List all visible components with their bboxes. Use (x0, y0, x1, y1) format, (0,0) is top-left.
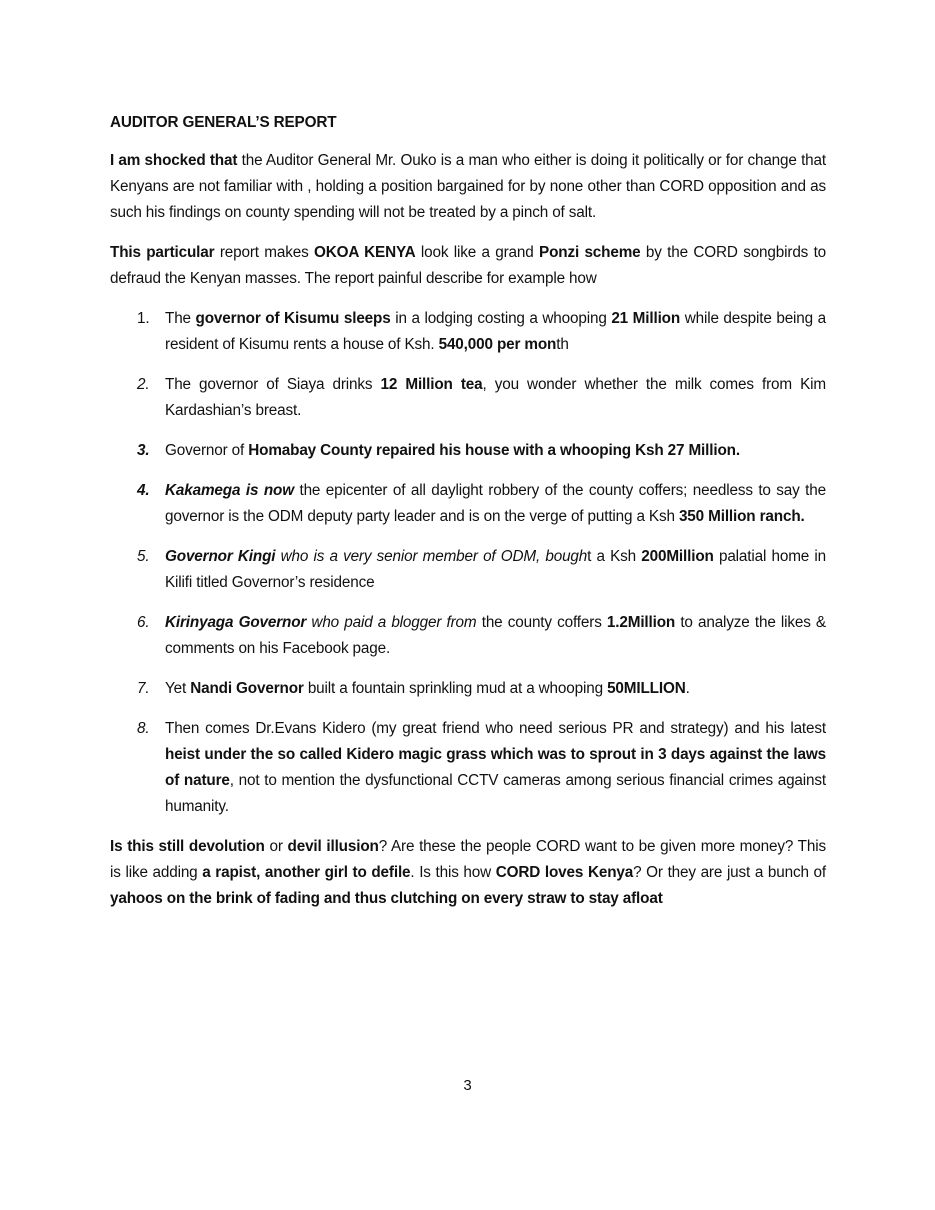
text-run: the county coffers (476, 614, 607, 631)
text-run: to analyze the likes & comments on his Facebook page. (165, 614, 826, 657)
page-content (110, 112, 826, 926)
list-item (110, 478, 826, 530)
list-item (110, 306, 826, 358)
text-run: Then comes Dr.Evans Kidero (my great friend who need serious PR and strategy) and his latest (165, 720, 826, 737)
text-run: the Auditor General Mr. Ouko is a man who either is doing it politically or for change that Kenyans are not familiar with , holding a position bargained for by none other than CORD opposition and as such his findings on county spending will not be treated by a pinch of salt. (110, 152, 826, 221)
text-run: t a Ksh (587, 548, 642, 565)
text-run: Governor Kingi (165, 548, 276, 565)
text-run: 540,000 per mon (438, 336, 557, 353)
list-number: 3. (137, 442, 150, 459)
list-number: 4. (137, 482, 150, 499)
text-run: ? Are these the people CORD want to be given more money? This is like adding (110, 838, 826, 881)
text-run: in a lodging costing a whooping (390, 310, 612, 327)
list-item (110, 438, 826, 464)
text-run: 1.2Million (606, 614, 676, 631)
list-item (110, 676, 826, 702)
paragraph (110, 834, 826, 912)
text-run: 200Million (641, 548, 714, 565)
text-run: . Is this how (410, 864, 496, 881)
text-run: a rapist, another girl to defile (202, 864, 411, 881)
text-run: the epicenter of all daylight robbery of the county coffers; needless to say the governor is the ODM deputy party leader and is on the verge of putting a Ksh (165, 482, 826, 525)
paragraph (110, 148, 826, 226)
text-run: Homabay County repaired his house with a whooping Ksh 27 Million. (248, 442, 740, 459)
text-run: or (264, 838, 288, 855)
text-run: yahoos on the brink of fading and thus clutching on every straw to stay afloat (110, 890, 663, 907)
text-run: devil illusion (287, 838, 379, 855)
section-heading: AUDITOR GENERAL’S REPORT (110, 114, 337, 131)
text-run: . (685, 680, 690, 697)
text-run: Kakamega is now (165, 482, 294, 499)
text-run: governor of Kisumu sleeps (195, 310, 391, 327)
list-number: 1. (137, 310, 150, 327)
text-run: Kirinyaga Governor (165, 614, 307, 631)
list-number: 2. (137, 376, 150, 393)
text-run: , not to mention the dysfunctional CCTV cameras among serious financial crimes against humanity. (165, 772, 826, 815)
text-run: The (165, 310, 196, 327)
text-run: who is a very senior member of ODM, bough (275, 548, 588, 565)
text-run: The governor of Siaya drinks (165, 376, 381, 393)
page-number: 3 (463, 1077, 472, 1094)
text-run: This particular (110, 244, 215, 261)
text-run: , you wonder whether the milk comes from Kim Kardashian’s breast. (165, 376, 826, 419)
text-run: 350 Million ranch. (678, 508, 805, 525)
text-run: who paid a blogger from (306, 614, 477, 631)
text-run: heist under the so called Kidero magic grass which was to sprout in 3 days against the laws of nature (165, 746, 826, 789)
text-run: th (556, 336, 569, 353)
text-run: Ponzi scheme (539, 244, 641, 261)
text-run: while despite being a resident of Kisumu rents a house of Ksh. (165, 310, 827, 353)
text-run: OKOA KENYA (314, 244, 416, 261)
list-item (110, 372, 826, 424)
list-number: 7. (137, 680, 150, 697)
text-run: by the CORD songbirds to defraud the Kenyan masses. The report painful describe for example how (110, 244, 827, 287)
text-run: built a fountain sprinkling mud at a whooping (303, 680, 608, 697)
text-run: palatial home in Kilifi titled Governor’s residence (165, 548, 826, 591)
text-run: Is this still devolution (110, 838, 265, 855)
text-run: 21 Million (611, 310, 681, 327)
text-run: Governor of (165, 442, 249, 459)
paragraph (110, 240, 826, 292)
closing-paragraphs (110, 834, 826, 912)
text-run: ? Or they are just a bunch of (633, 864, 826, 881)
list-number: 6. (137, 614, 150, 631)
list-item (110, 610, 826, 662)
text-run: 12 Million tea (380, 376, 483, 393)
text-run: look like a grand (415, 244, 540, 261)
list-number: 5. (137, 548, 150, 565)
findings-list (110, 306, 826, 820)
text-run: Yet (165, 680, 191, 697)
text-run: report makes (214, 244, 314, 261)
text-run: I am shocked that (110, 152, 238, 169)
text-run: CORD loves Kenya (495, 864, 634, 881)
list-item (110, 544, 826, 596)
list-number: 8. (137, 720, 150, 737)
text-run: Nandi Governor (190, 680, 304, 697)
text-run: 50MILLION (607, 680, 686, 697)
intro-paragraphs (110, 148, 826, 292)
list-item (110, 716, 826, 820)
